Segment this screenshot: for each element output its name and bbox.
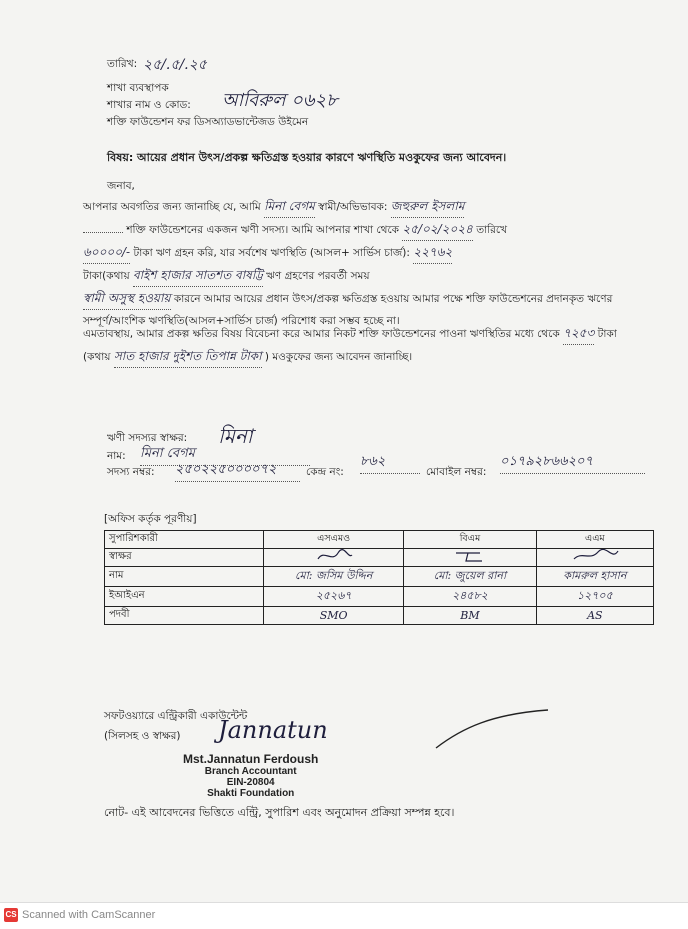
paragraph-2 [83, 322, 643, 368]
date-label: তারিখ: [107, 58, 138, 70]
smo-designation: SMO [264, 607, 404, 625]
signature-scribble-icon [450, 549, 490, 563]
loss-reason: স্বামী অসুস্থ হওয়ায় [83, 287, 171, 310]
smo-signature-cell [264, 549, 404, 567]
balance-words: বাইশ হাজার সাতশত বাষট্টি [133, 264, 263, 287]
signature-stroke-icon [432, 708, 552, 752]
member-no-label: সদস্য নম্বর: [107, 466, 155, 478]
subject-line: বিষয়: আয়ের প্রধান উৎস/প্রকল্প ক্ষতিগ্রস্ত হওয়ার কারণে ঋণস্থিতি মওকুফের জন্য আবেদন। [107, 151, 507, 164]
header-am: এএম [536, 531, 653, 549]
smo-name: মো: জসিম উদ্দিন [264, 567, 404, 587]
p1-words-label: টাকা(কথায় [83, 270, 130, 282]
waive-words: সাত হাজার দুইশত তিপান্ন টাকা [114, 345, 262, 368]
am-signature-cell [536, 549, 653, 567]
applicant-name: মিনা বেগম [264, 195, 315, 218]
bm-ein: ২৪৫৮২ [404, 587, 536, 607]
member-no: ২৫০২২৫০০০০৭২ [175, 460, 300, 482]
p1-member-text: শক্তি ফাউন্ডেশনের একজন ঋণী সদস্য। আমি আপনার শাখা থেকে [126, 224, 400, 236]
signature-scribble-icon [570, 549, 620, 563]
header-bm: বিএম [404, 531, 536, 549]
office-table [104, 530, 654, 625]
bm-name: মো: জুয়েল রানা [404, 567, 536, 587]
date-value: ২৫/.৫/.২৫ [143, 57, 207, 73]
recipient-line: শাখা ব্যবস্থাপক [107, 82, 169, 94]
office-row-name [105, 567, 654, 587]
stamp-title: Branch Accountant [204, 766, 297, 777]
scanner-watermark-bar [0, 902, 688, 929]
p1-text: আপনার অবগতির জন্য জানাচ্ছি যে, আমি [83, 201, 261, 213]
p1-reason-text: কারনে আমার আয়ের প্রধান উৎস/প্রকল্প ক্ষতিগ্রস্ত হওয়ায় আমার পক্ষে শক্তি ফাউন্ডেশনের প্রদানকৃত ঋণের সম্পূর্ণ/আংশিক ঋণস্থিতি(আসল+সার্ভিস চার্জ) পরিশোধ করা সম্ভব হচ্ছে না। [83, 293, 613, 327]
signature-scribble-icon [314, 549, 354, 563]
accountant-seal-line: (সিলসহ ও স্বাক্ষর) [104, 730, 181, 742]
office-row-designation [105, 607, 654, 625]
bm-signature-cell [404, 549, 536, 567]
camscanner-logo-icon: CS [4, 908, 18, 922]
member-sign-label: ঋণী সদস্যর স্বাক্ষর: [107, 432, 188, 444]
branch-label: শাখার নাম ও কোড: [107, 99, 191, 111]
row-label: স্বাক্ষর [105, 549, 264, 567]
p2-text: এমতাবস্থায়, আমার প্রকল্প ক্ষতির বিষয় বিবেচনা করে আমার নিকট শক্তি ফাউন্ডেশনের পাওনা ঋণস্থিতির মধ্যে থেকে [83, 328, 560, 340]
member-name-label: নাম: [107, 450, 126, 462]
header-recommender: সুপারিশকারী [105, 531, 264, 549]
member-name: মিনা বেগম [140, 444, 310, 466]
office-row-ein [105, 587, 654, 607]
accountant-stamp [183, 752, 318, 799]
mobile-no: ০১৭৯২৮৬৬২০৭ [500, 452, 645, 474]
accountant-signature: Jannatun [218, 716, 328, 744]
am-name: কামরুল হাসান [536, 567, 653, 587]
smo-ein: ২৫২৬৭ [264, 587, 404, 607]
salutation: জনাব, [107, 180, 135, 192]
loan-date: ২৫/০২/২০২৪ [402, 218, 472, 241]
mobile-label: মোবাইল নম্বর: [426, 466, 487, 478]
p1-date-suffix: তারিখে [476, 224, 508, 236]
p1-loan-text: টাকা ঋণ গ্রহন করি, যার সর্বশেষ ঋণস্থিতি (আসল+ সার্ভিস চার্জ): [133, 247, 410, 259]
stamp-ein: EIN-20804 [226, 777, 275, 788]
guardian-name: জহুরুল ইসলাম [391, 195, 465, 218]
stamp-org: Shakti Foundation [207, 788, 295, 799]
row-label: পদবী [105, 607, 264, 625]
note-line: নোট- এই আবেদনের ভিত্তিতে এন্ট্রি, সুপারিশ এবং অনুমোদন প্রক্রিয়া সম্পন্ন হবে। [104, 806, 455, 819]
office-header-row [105, 531, 654, 549]
member-signature: মিনা [218, 424, 253, 448]
center-no: ৮৬২ [360, 452, 420, 474]
organization-line: শক্তি ফাউন্ডেশন ফর ডিসঅ্যাডভান্টেজড উইমেন [107, 116, 309, 128]
stamp-name: Mst.Jannatun Ferdoush [183, 752, 319, 766]
row-label: নাম [105, 567, 264, 587]
office-section-title: [অফিস কর্তৃক পূরণীয়] [104, 513, 197, 525]
row-label: ইআইএন [105, 587, 264, 607]
p1-after-text: ঋণ গ্রহণের পরবর্তী সময় [266, 270, 370, 282]
waive-amount: ৭২৫৩ [563, 322, 594, 345]
camscanner-text: Scanned with CamScanner [22, 909, 156, 921]
branch-value: আবিরুল ০৬২৮ [222, 90, 338, 111]
center-label: কেন্দ্র নং: [306, 466, 344, 478]
am-ein: ১২৭০৫ [536, 587, 653, 607]
office-row-signature [105, 549, 654, 567]
paragraph-1 [83, 195, 643, 332]
header-smo: এসএমও [264, 531, 404, 549]
accountant-line: সফটওয়্যারে এন্ট্রিকারী একাউন্টেন্ট [104, 710, 248, 722]
balance-amount: ২২৭৬২ [413, 241, 452, 264]
am-designation: AS [536, 607, 653, 625]
loan-amount: ৬০০০০/- [83, 241, 130, 264]
bm-designation: BM [404, 607, 536, 625]
p2-closing-text: ) মওকুফের জন্য আবেদন জানাচ্ছি। [264, 351, 413, 363]
p1-guardian-label: স্বামী/অভিভাবক: [318, 201, 388, 213]
p2-words-label: টাকা (কথায় [83, 328, 617, 363]
